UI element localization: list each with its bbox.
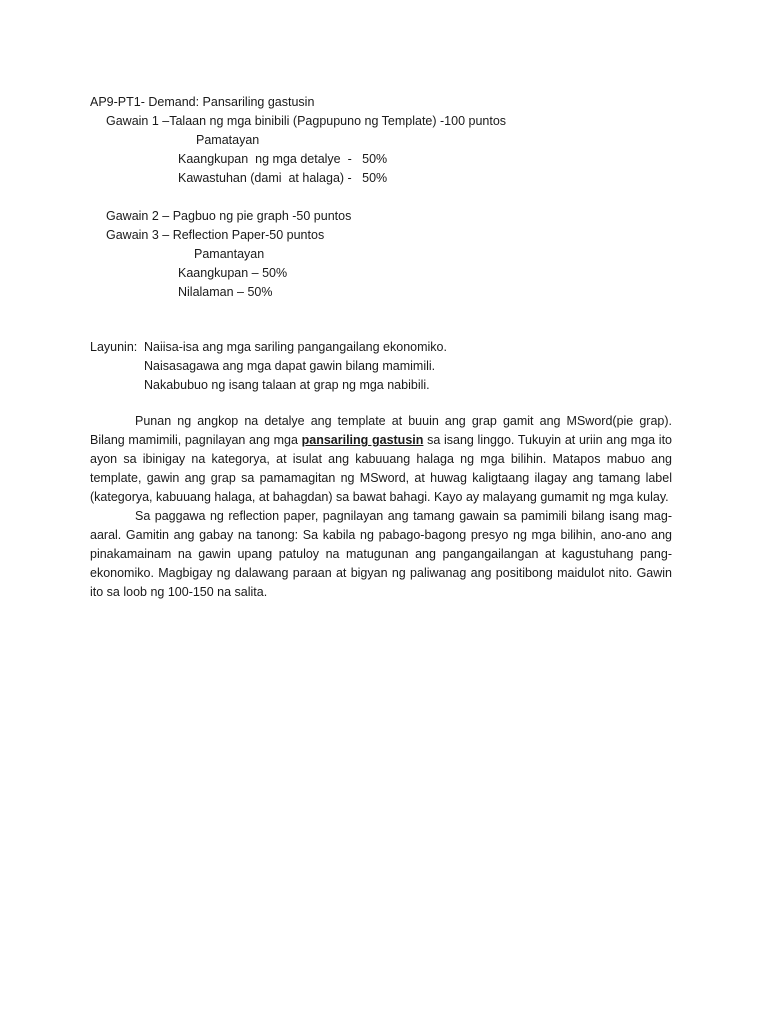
- task-2-heading: Gawain 2 – Pagbuo ng pie graph -50 puntos: [106, 209, 352, 223]
- task-1-criterion-2: Kawastuhan (dami at halaga) - 50%: [178, 171, 388, 185]
- task-3-criteria-heading: Pamantayan: [194, 247, 265, 261]
- instructions-paragraph-1: [90, 412, 672, 507]
- instructions-paragraph-1-start: Punan ng angkop na detalye ang template at buuin ang grap gamit ang MSword(pie grap). Bilang mamimili, pagnilayan ang mga: [90, 414, 672, 447]
- task-1-criterion-1: Kaangkupan ng mga detalye - 50%: [178, 152, 388, 166]
- objective-item-1: Naiisa-isa ang mga sariling pangangailang ekonomiko.: [144, 340, 447, 354]
- objective-item-2: Naisasagawa ang mga dapat gawin bilang mamimili.: [144, 359, 436, 373]
- document-title: AP9-PT1- Demand: Pansariling gastusin: [90, 95, 315, 109]
- instructions-paragraph-2: Sa paggawa ng reflection paper, pagnilayan ang tamang gawain sa pamimili bilang isang mag-aaral. Gamitin ang gabay na tanong: Sa kabila ng pabago-bagong presyo ng mga bilihin, ano-ano ang pinakamainam na gawin upang patuloy na matugunan ang pangangailangan at kagustuhang pang-ekonomiko. Magbigay ng dalawang paraan at bigyan ng paliwanag ang positibong maidulot nito. Gawin ito sa loob ng 100-150 na salita.: [90, 509, 672, 599]
- instructions-paragraph-1-end: sa isang linggo. Tukuyin at uriin ang mga ito ayon sa ibinigay na kategorya, at isulat ang kabuuang halaga ng mga bilihin. Matapos mabuo ang template, gawin ang grap sa pamamagitan ng MSword, at huwag kaligtaang ilagay ang tamang label (kategorya, kabuuang halaga, at bahagdan) sa bawat bahagi. Kayo ay malayang gumamit ng mga kulay.: [90, 433, 672, 504]
- objectives-label: Layunin:: [90, 340, 138, 354]
- objective-item-3: Nakabubuo ng isang talaan at grap ng mga nabibili.: [144, 378, 430, 392]
- task-1-criteria-heading: Pamatayan: [196, 133, 260, 147]
- task-1-heading: Gawain 1 –Talaan ng mga binibili (Pagpupuno ng Template) -100 puntos: [106, 114, 507, 128]
- task-3-criterion-2: Nilalaman – 50%: [178, 285, 273, 299]
- task-3-heading: Gawain 3 – Reflection Paper-50 puntos: [106, 228, 325, 242]
- emphasized-term: pansariling gastusin: [301, 433, 424, 447]
- task-3-criterion-1: Kaangkupan – 50%: [178, 266, 288, 280]
